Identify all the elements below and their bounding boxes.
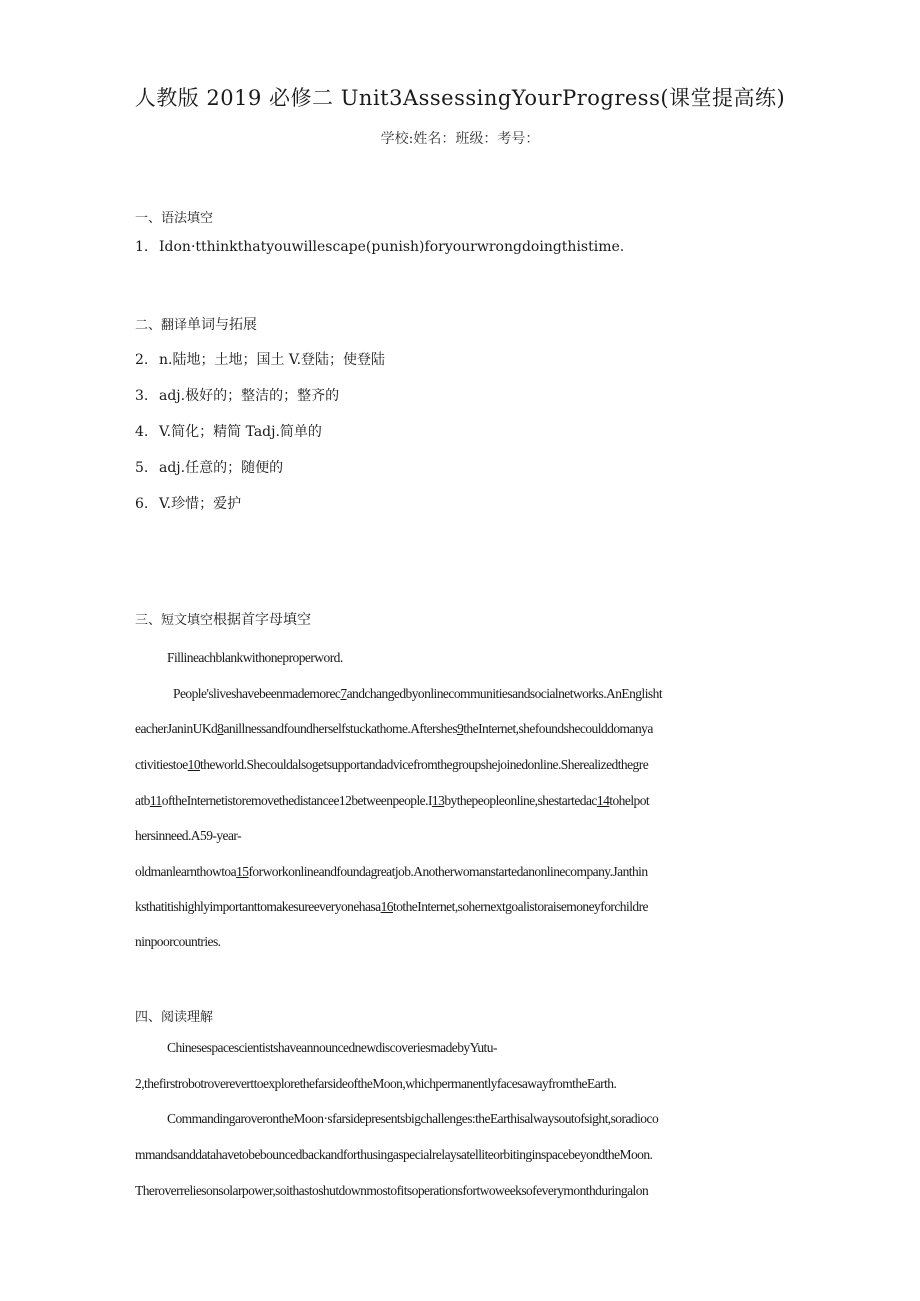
blank-number: 11 [149,793,162,808]
cloze-line: People'sliveshavebeenmademorec7andchangedbyonlinecommunitiesandsocialnetworks.AnEnglisht [173,686,663,701]
cloze-line: eacherJaninUKd8anillnessandfoundherselfstuckathome.Aftershes9theInternet,shefoundshecoulddomanya [135,721,653,736]
question-1: 1. Idon·tthinkthatyouwillescape(punish)foryourwrongdoingthistime. [135,239,625,255]
question-4: 4. V.简化；精简 Tadj.简单的 [135,424,322,440]
blank-number: 14 [596,793,610,808]
blank-number: 9 [457,721,464,736]
reading-line: ChinesespacescientistshaveannouncednewdiscoveriesmadebyYutu- [167,1040,497,1055]
blank-number: 16 [380,899,393,914]
reading-line: Theroverreliesonsolarpower,soithastoshutdownmostofitsoperationsfortwoweeksofeverymonthduringalon [135,1183,649,1198]
question-3: 3. adj.极好的；整洁的；整齐的 [135,388,340,404]
student-info-line: 学校:姓名：班级：考号： [380,131,540,147]
cloze-line: ksthatitishighlyimportanttomakesureeveryonehasa16totheInternet,sohernextgoalistoraisemoneyforchildre [135,899,648,914]
cloze-instruction: Fillineachblankwithoneproperword. [167,650,343,665]
section-heading-reading: 四、阅读理解 [135,1010,214,1025]
section-heading-grammar: 一、语法填空 [135,211,214,226]
blank-number: 7 [340,686,347,701]
blank-number: 13 [431,793,445,808]
question-5: 5. adj.任意的；随便的 [135,460,284,476]
reading-line: CommandingaroverontheMoon·sfarsidepresentsbigchallenges:theEarthisalwaysoutofsight,soradioco [167,1111,659,1126]
cloze-line: hersinneed.A59-year- [135,828,242,843]
blank-number: 10 [187,757,201,772]
reading-line: mmandsanddatahavetobebouncedbackandforthusingaspecialrelaysatelliteorbitinginspacebeyondtheMoon. [135,1147,653,1162]
blank-number: 15 [236,864,249,879]
cloze-line: ninpoorcountries. [135,934,221,949]
blank-number: 8 [217,721,224,736]
cloze-line: oldmanlearnthowtoa15forworkonlineandfoundagreatjob.Anotherwomanstartedanonlinecompany.Janthin [135,864,648,879]
document-title: 人教版 2019 必修二 Unit3AssessingYourProgress(课堂提高练) [134,86,786,110]
section-heading-translation: 二、翻译单词与拓展 [135,317,258,333]
cloze-line: atb11oftheInternetistoremovethedistancee12betweenpeople.I13bythepeopleonline,shestartedac14tohelpot [135,793,650,808]
reading-line: 2,thefirstrobotrovereverttoexplorethefarsideoftheMoon,whichpermanentlyfacesawayfromtheEarth. [135,1076,617,1091]
question-6: 6. V.珍惜；爱护 [135,496,242,512]
cloze-line: ctivitiestoe10theworld.Shecouldalsogetsupportandadvicefromthegroupshejoinedonline.Sherealizedthegre [135,757,649,772]
section-heading-cloze: 三、短文填空根据首字母填空 [135,612,312,628]
question-2: 2. n.陆地；土地；国土 V.登陆；使登陆 [135,352,386,368]
